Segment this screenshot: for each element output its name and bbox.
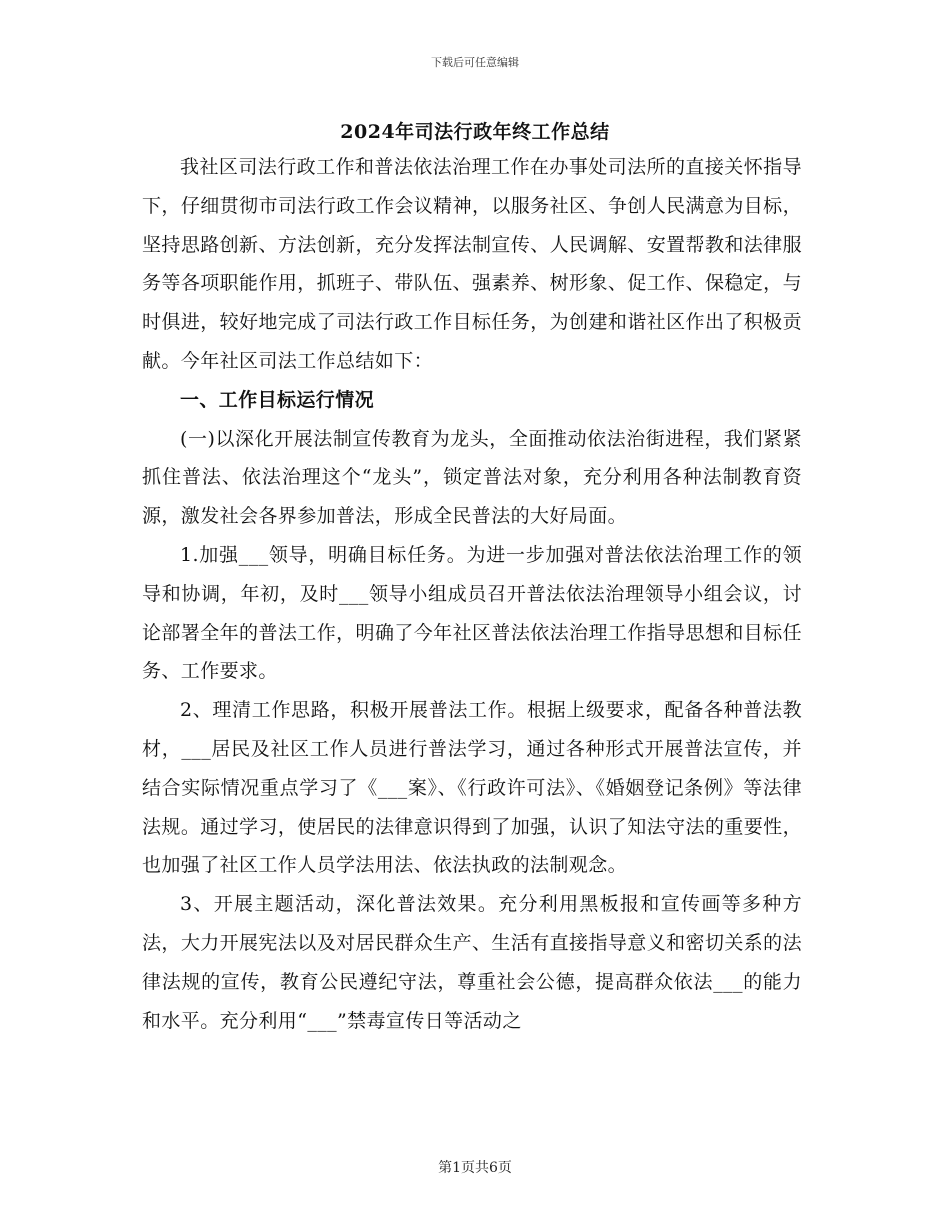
item-3-paragraph: 3、开展主题活动，深化普法效果。充分利用黑板报和宣传画等多种方法，大力开展宪法以及对居民群众生产、生活有直接指导意义和密切关系的法律法规的宣传，教育公民遵纪守法，尊重社会公德，提高群众依法___的能力和水平。充分利用“___”禁毒宣传日等活动之 <box>142 893 802 1032</box>
page-footer: 第1页共6页 <box>438 1160 512 1176</box>
intro-paragraph: 我社区司法行政工作和普法依法治理工作在办事处司法所的直接关怀指导下，仔细贯彻市司法行政工作会议精神，以服务社区、争创人民满意为目标，坚持思路创新、方法创新，充分发挥法制宣传、人民调解、安置帮教和法律服务等各项职能作用，抓班子、带队伍、强素养、树形象、促工作、保稳定，与时俱进，较好地完成了司法行政工作目标任务，为创建和谐社区作出了积极贡献。今年社区司法工作总结如下： <box>142 156 802 372</box>
item-2-paragraph: 2、理清工作思路，积极开展普法工作。根据上级要求，配备各种普法教材，___居民及社区工作人员进行普法学习，通过各种形式开展普法宣传，并结合实际情况重点学习了《___案》、《行政许可法》、《婚姻登记条例》等法律法规。通过学习，使居民的法律意识得到了加强，认识了知法守法的重要性，也加强了社区工作人员学法用法、依法执政的法制观念。 <box>142 699 802 877</box>
subsection-paragraph: (一)以深化开展法制宣传教育为龙头，全面推动依法治街进程，我们紧紧抓住普法、依法治理这个“龙头”，锁定普法对象，充分利用各种法制教育资源，激发社会各界参加普法，形成全民普法的大好局面。 <box>142 427 802 528</box>
header-note: 下载后可任意编辑 <box>431 56 519 69</box>
section-heading: 一、工作目标运行情况 <box>180 388 375 411</box>
document-title: 2024年司法行政年终工作总结 <box>340 121 610 143</box>
item-1-paragraph: 1.加强___领导，明确目标任务。为进一步加强对普法依法治理工作的领导和协调，年初，及时___领导小组成员召开普法依法治理领导小组会议，讨论部署全年的普法工作，明确了今年社区普法依法治理工作指导思想和目标任务、工作要求。 <box>142 543 802 683</box>
document-body <box>142 148 802 1040</box>
